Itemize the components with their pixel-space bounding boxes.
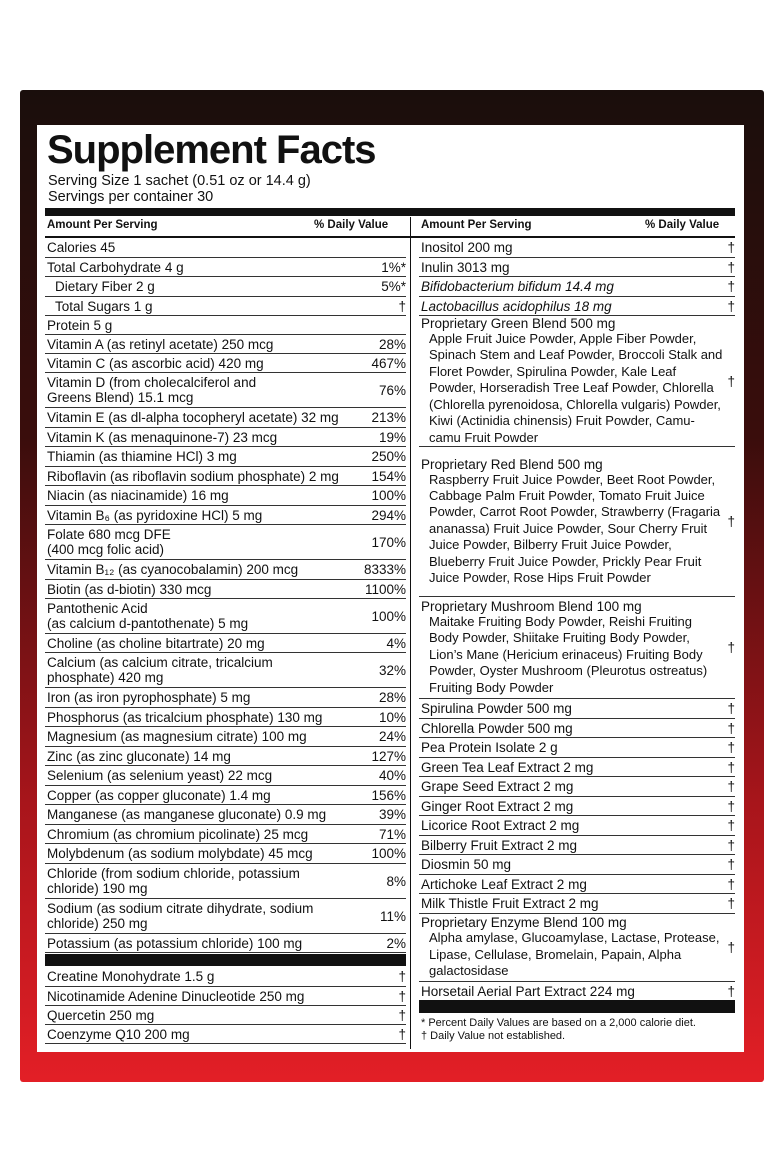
daily-value: † xyxy=(398,969,406,984)
nutrient-name: Chromium (as chromium picolinate) 25 mcg xyxy=(47,826,309,842)
blend-name: Proprietary Red Blend 500 mg xyxy=(421,456,603,472)
daily-value: † xyxy=(727,759,735,775)
daily-value: 467% xyxy=(371,355,406,371)
blend-text xyxy=(421,316,723,446)
nutrient-name: Chlorella Powder 500 mg xyxy=(421,720,573,736)
blend-ingredients: Raspberry Fruit Juice Powder, Beet Root Powder, Cabbage Palm Fruit Powder, Tomato Fruit Juice Powder, Carrot Root Powder, Strawberry (Fragaria ananassa) Fruit Juice Powder, Sour Cherry Fruit Juice Powder, Bilberry Fruit Juice Powder, Blueberry Fruit Juice Powder, Prickly Pear Fruit Juice Powder, Rose Hips Fruit Powder xyxy=(429,471,721,586)
nutrient-name: Riboflavin (as riboflavin sodium phosphate) 2 mg xyxy=(47,468,339,484)
nutrient-name: Inulin 3013 mg xyxy=(421,259,510,275)
blend-ingredients: Apple Fruit Juice Powder, Apple Fiber Powder, Spinach Stem and Leaf Powder, Broccoli Stalk and Floret Powder, Spirulina Powder, Kale Leaf Powder, Horseradish Tree Leaf Powder, Chlorella (Chlorella pyrenoidosa, Chlorella vulgaris) Powder, Kiwi (Actinidia chinensis) Fruit Powder, Camu-camu Fruit Powder xyxy=(429,331,723,445)
daily-value: † xyxy=(727,298,735,314)
daily-value: 71% xyxy=(378,826,406,842)
left-dv-header: % Daily Value xyxy=(314,219,389,231)
nutrient-row xyxy=(45,316,406,335)
nutrient-row xyxy=(45,373,406,408)
nutrient-name: Lactobacillus acidophilus 18 mg xyxy=(421,298,612,314)
column-header-row xyxy=(45,217,735,236)
nutrient-name: Licorice Root Extract 2 mg xyxy=(421,818,580,833)
nutrient-row xyxy=(45,277,406,297)
section-divider xyxy=(45,954,406,966)
nutrient-row xyxy=(419,238,735,258)
nutrient-row xyxy=(45,560,406,580)
nutrient-row xyxy=(419,816,735,836)
daily-value: † xyxy=(398,298,406,314)
serving-size: Serving Size 1 sachet (0.51 oz or 14.4 g) xyxy=(48,173,311,189)
blend-ingredients: Maitake Fruiting Body Powder, Reishi Fruiting Body Powder, Shiitake Fruiting Body Powder, Lion’s Mane (Hericium erinaceus) Fruiting Body Powder, Oyster Mushroom (Pleurotus ostreatus) Fruiting Body Powder xyxy=(429,613,708,695)
daily-value: † xyxy=(727,640,735,655)
nutrient-row xyxy=(45,486,406,506)
nutrient-name: Inositol 200 mg xyxy=(421,240,513,255)
nutrient-name: Milk Thistle Fruit Extract 2 mg xyxy=(421,896,599,911)
daily-value: † xyxy=(398,1007,406,1023)
nutrient-row xyxy=(419,258,735,277)
nutrient-row xyxy=(45,258,406,277)
nutrient-name: Biotin (as d-biotin) 330 mcg xyxy=(47,581,212,597)
nutrient-row xyxy=(419,914,735,982)
daily-value: † xyxy=(727,896,735,911)
daily-value: † xyxy=(727,720,735,736)
nutrient-name: Calcium (as calcium citrate, tricalcium phosphate) 420 mg xyxy=(47,655,273,685)
daily-value: † xyxy=(727,940,735,955)
nutrient-name: Quercetin 250 mg xyxy=(47,1007,155,1023)
daily-value: 100% xyxy=(371,488,406,503)
nutrient-row xyxy=(45,899,406,934)
daily-value: † xyxy=(727,279,735,294)
nutrient-row xyxy=(45,447,406,467)
daily-value: † xyxy=(727,240,735,255)
daily-value: 170% xyxy=(371,534,406,550)
nutrient-name: Diosmin 50 mg xyxy=(421,857,512,872)
nutrient-row xyxy=(419,316,735,447)
blend-text xyxy=(421,457,723,587)
blend-name: Proprietary Mushroom Blend 100 mg xyxy=(421,598,642,614)
nutrient-row xyxy=(45,1025,406,1044)
nutrient-row xyxy=(45,506,406,525)
nutrient-row xyxy=(419,597,735,699)
daily-value: † xyxy=(398,1026,406,1042)
daily-value: 19% xyxy=(378,429,406,445)
nutrient-row xyxy=(419,297,735,316)
nutrient-row xyxy=(45,599,406,634)
column-separator xyxy=(410,217,411,1049)
nutrient-row xyxy=(45,580,406,599)
nutrient-name: Selenium (as selenium yeast) 22 mcg xyxy=(47,768,273,783)
nutrient-name: Grape Seed Extract 2 mg xyxy=(421,779,574,794)
daily-value: † xyxy=(727,857,735,872)
nutrient-name: Coenzyme Q10 200 mg xyxy=(47,1026,190,1042)
daily-value: 2% xyxy=(386,935,406,951)
nutrient-name: Bifidobacterium bifidum 14.4 mg xyxy=(421,279,614,294)
nutrient-name: Bilberry Fruit Extract 2 mg xyxy=(421,837,578,853)
nutrient-row xyxy=(45,354,406,373)
nutrient-name: Thiamin (as thiamine HCl) 3 mg xyxy=(47,449,237,464)
nutrient-name: Nicotinamide Adenine Dinucleotide 250 mg xyxy=(47,988,305,1004)
daily-value: † xyxy=(727,876,735,892)
nutrient-row xyxy=(45,747,406,766)
nutrient-name: Total Sugars 1 g xyxy=(55,298,153,314)
nutrient-name: Manganese (as manganese gluconate) 0.9 mg xyxy=(47,807,327,822)
daily-value: † xyxy=(727,779,735,794)
daily-value: 11% xyxy=(379,908,406,924)
daily-value: † xyxy=(727,701,735,716)
daily-value: 8% xyxy=(386,873,406,889)
nutrient-row xyxy=(419,758,735,777)
daily-value: † xyxy=(727,740,735,755)
nutrient-row xyxy=(45,967,406,987)
footnote-not-established: † Daily Value not established. xyxy=(421,1030,566,1042)
blend-text xyxy=(421,915,723,979)
nutrient-row xyxy=(45,297,406,316)
nutrient-row xyxy=(45,987,406,1006)
daily-value: 156% xyxy=(371,787,406,803)
footnote-divider xyxy=(419,1000,735,1013)
nutrient-name: Protein 5 g xyxy=(47,317,113,333)
nutrient-name: Folate 680 mcg DFE (400 mcg folic acid) xyxy=(47,527,171,557)
daily-value: 24% xyxy=(378,729,406,744)
daily-value: † xyxy=(727,837,735,853)
nutrient-row xyxy=(419,797,735,816)
daily-value: 8333% xyxy=(363,562,406,577)
nutrient-name: Pantothenic Acid (as calcium d-pantothenate) 5 mg xyxy=(47,601,249,631)
nutrient-row xyxy=(45,844,406,864)
nutrient-name: Vitamin K (as menaquinone-7) 23 mcg xyxy=(47,429,278,445)
nutrient-name: Artichoke Leaf Extract 2 mg xyxy=(421,876,587,892)
daily-value: 154% xyxy=(371,468,406,484)
daily-value: 5%* xyxy=(381,279,406,294)
nutrient-name: Green Tea Leaf Extract 2 mg xyxy=(421,759,594,775)
right-dv-header: % Daily Value xyxy=(645,219,720,231)
daily-value: † xyxy=(727,514,735,529)
nutrient-name: Pea Protein Isolate 2 g xyxy=(421,740,558,755)
nutrient-row xyxy=(45,467,406,486)
daily-value: † xyxy=(727,818,735,833)
header-divider xyxy=(45,208,735,216)
daily-value: † xyxy=(727,373,735,389)
nutrient-row xyxy=(45,428,406,447)
nutrient-row xyxy=(45,238,406,258)
nutrient-name: Niacin (as niacinamide) 16 mg xyxy=(47,488,229,503)
nutrient-name: Phosphorus (as tricalcium phosphate) 130 mg xyxy=(47,709,323,725)
blend-name: Proprietary Enzyme Blend 100 mg xyxy=(421,915,627,931)
daily-value: 40% xyxy=(378,768,406,783)
nutrient-name: Vitamin E (as dl-alpha tocopheryl acetate) 32 mg xyxy=(47,410,339,425)
nutrient-name: Vitamin C (as ascorbic acid) 420 mg xyxy=(47,355,264,371)
nutrient-row xyxy=(419,277,735,297)
nutrient-row xyxy=(45,727,406,747)
daily-value: † xyxy=(398,988,406,1004)
nutrient-name: Sodium (as sodium citrate dihydrate, sodium chloride) 250 mg xyxy=(47,901,314,931)
nutrient-row xyxy=(419,894,735,914)
daily-value: 32% xyxy=(378,662,406,678)
nutrient-row xyxy=(419,699,735,719)
blend-ingredients: Alpha amylase, Glucoamylase, Lactase, Protease, Lipase, Cellulase, Bromelain, Papain, Alpha galactosidase xyxy=(429,930,720,979)
nutrient-name: Copper (as copper gluconate) 1.4 mg xyxy=(47,787,271,803)
nutrient-row xyxy=(45,335,406,354)
nutrient-row xyxy=(45,766,406,786)
nutrient-row xyxy=(419,777,735,797)
nutrient-name: Calories 45 xyxy=(47,240,116,255)
daily-value: 4% xyxy=(386,635,406,651)
daily-value: † xyxy=(727,983,735,999)
nutrient-name: Vitamin B₁₂ (as cyanocobalamin) 200 mcg xyxy=(47,562,299,577)
nutrient-name: Chloride (from sodium chloride, potassium chloride) 190 mg xyxy=(47,866,300,896)
nutrient-row xyxy=(419,447,735,597)
nutrient-row xyxy=(419,738,735,758)
footnote-daily-values: * Percent Daily Values are based on a 2,000 calorie diet. xyxy=(421,1017,696,1029)
nutrient-name: Zinc (as zinc gluconate) 14 mg xyxy=(47,748,231,764)
nutrient-row xyxy=(45,864,406,899)
nutrient-row xyxy=(45,825,406,844)
nutrient-row xyxy=(419,875,735,894)
daily-value: 100% xyxy=(371,846,406,861)
daily-value: 28% xyxy=(378,336,406,352)
daily-value: 1100% xyxy=(364,581,406,597)
daily-value: 213% xyxy=(371,410,406,425)
nutrient-row xyxy=(419,836,735,855)
nutrient-name: Spirulina Powder 500 mg xyxy=(421,701,572,716)
nutrient-name: Iron (as iron pyrophosphate) 5 mg xyxy=(47,690,251,705)
daily-value: 250% xyxy=(371,449,406,464)
right-amount-header: Amount Per Serving xyxy=(421,219,532,231)
page-title: Supplement Facts xyxy=(47,128,376,172)
nutrient-row xyxy=(45,653,406,688)
nutrient-name: Dietary Fiber 2 g xyxy=(55,279,155,294)
nutrient-row xyxy=(45,786,406,805)
servings-per-container: Servings per container 30 xyxy=(48,189,214,205)
left-amount-header: Amount Per Serving xyxy=(47,219,158,231)
nutrient-name: Vitamin B₆ (as pyridoxine HCl) 5 mg xyxy=(47,507,263,523)
nutrient-name: Ginger Root Extract 2 mg xyxy=(421,798,574,814)
blend-text xyxy=(421,599,723,696)
daily-value: 100% xyxy=(371,608,406,624)
nutrient-row xyxy=(45,525,406,560)
nutrient-name: Vitamin D (from cholecalciferol and Greens Blend) 15.1 mcg xyxy=(47,375,257,405)
nutrient-row xyxy=(45,1006,406,1025)
nutrient-row xyxy=(419,982,735,1001)
nutrient-name: Vitamin A (as retinyl acetate) 250 mcg xyxy=(47,336,274,352)
right-ingredient-column xyxy=(419,238,735,1001)
nutrient-row xyxy=(45,805,406,825)
nutrient-row xyxy=(45,634,406,653)
daily-value: 28% xyxy=(378,690,406,705)
nutrient-row xyxy=(45,708,406,727)
nutrient-name: Creatine Monohydrate 1.5 g xyxy=(47,969,215,984)
daily-value: † xyxy=(727,798,735,814)
daily-value: 294% xyxy=(371,507,406,523)
left-nutrient-column xyxy=(45,238,406,1044)
daily-value: 39% xyxy=(378,807,406,822)
nutrient-name: Horsetail Aerial Part Extract 224 mg xyxy=(421,983,635,999)
nutrient-name: Choline (as choline bitartrate) 20 mg xyxy=(47,635,265,651)
nutrient-name: Magnesium (as magnesium citrate) 100 mg xyxy=(47,729,307,744)
nutrient-name: Total Carbohydrate 4 g xyxy=(47,259,184,275)
nutrient-row xyxy=(419,855,735,875)
nutrient-name: Potassium (as potassium chloride) 100 mg xyxy=(47,935,303,951)
blend-name: Proprietary Green Blend 500 mg xyxy=(421,316,616,332)
daily-value: 10% xyxy=(378,709,406,725)
daily-value: † xyxy=(727,259,735,275)
nutrient-row xyxy=(419,719,735,738)
nutrient-row xyxy=(45,408,406,428)
nutrient-name: Molybdenum (as sodium molybdate) 45 mcg xyxy=(47,846,313,861)
daily-value: 76% xyxy=(378,382,406,398)
nutrient-row xyxy=(45,934,406,953)
nutrient-row xyxy=(45,688,406,708)
daily-value: 1%* xyxy=(381,259,406,275)
daily-value: 127% xyxy=(371,748,406,764)
